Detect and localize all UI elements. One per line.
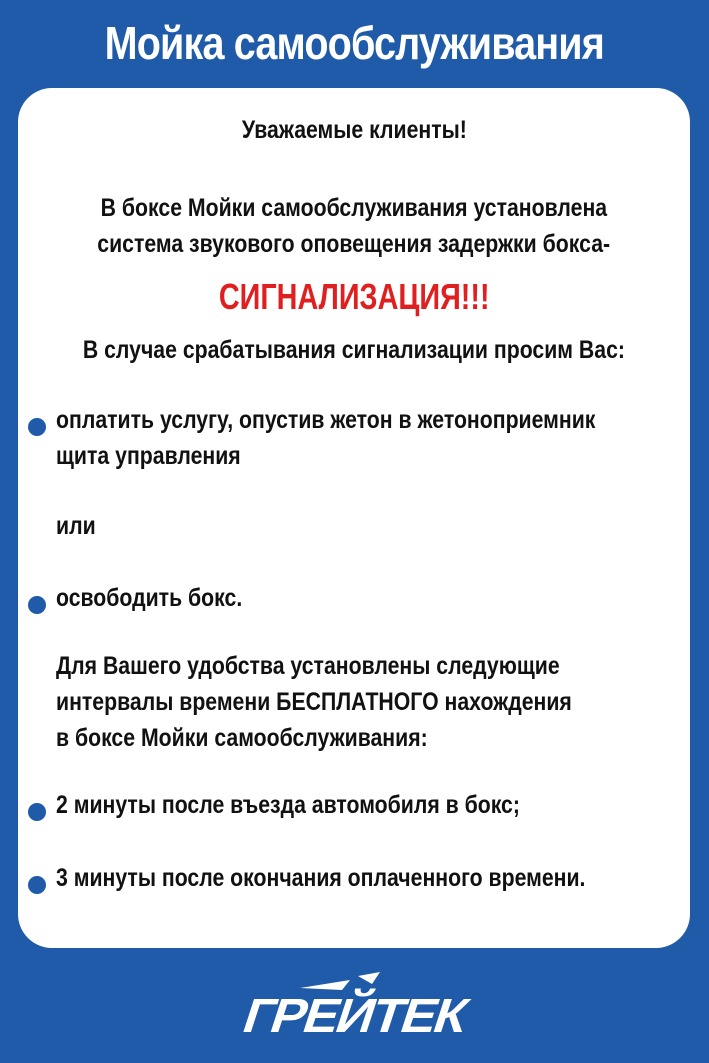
greeting: Уважаемые клиенты!	[241, 116, 467, 144]
brand-logo-mark	[230, 970, 480, 1048]
info-line-1: Для Вашего удобства установлены следующие	[56, 652, 560, 680]
bullet-dot	[28, 418, 46, 436]
intro-line-2: система звукового оповещения задержки бокса-	[97, 230, 611, 258]
notice-panel	[18, 88, 690, 948]
brand-logo	[230, 970, 480, 1048]
page-header	[0, 0, 709, 86]
alarm-heading: СИГНАЛИЗАЦИЯ!!!	[218, 276, 490, 317]
or-text: или	[56, 512, 96, 540]
bullet-dot	[28, 803, 46, 821]
info-line-3: в боксе Мойки самообслуживания:	[56, 724, 428, 752]
intro-line-1: В боксе Мойки самообслуживания установлена	[100, 194, 608, 222]
bullet-dot	[28, 876, 46, 894]
svg-text:ГРЕЙТЕК: ГРЕЙТЕК	[236, 989, 457, 1043]
interval-1: 2 минуты после въезда автомобиля в бокс;	[56, 791, 520, 819]
option-1-line-2: щита управления	[56, 442, 241, 470]
page-title: Мойка самообслуживания	[104, 17, 605, 69]
bullet-dot	[28, 596, 46, 614]
option-2: освободить бокс.	[56, 584, 243, 612]
request-text: В случае срабатывания сигнализации просим Вас:	[82, 336, 626, 364]
option-1-line-1: оплатить услугу, опустив жетон в жетоноприемник	[56, 406, 596, 434]
interval-2: 3 минуты после окончания оплаченного времени.	[56, 864, 586, 892]
info-line-2: интервалы времени БЕСПЛАТНОГО нахождения	[56, 688, 572, 716]
